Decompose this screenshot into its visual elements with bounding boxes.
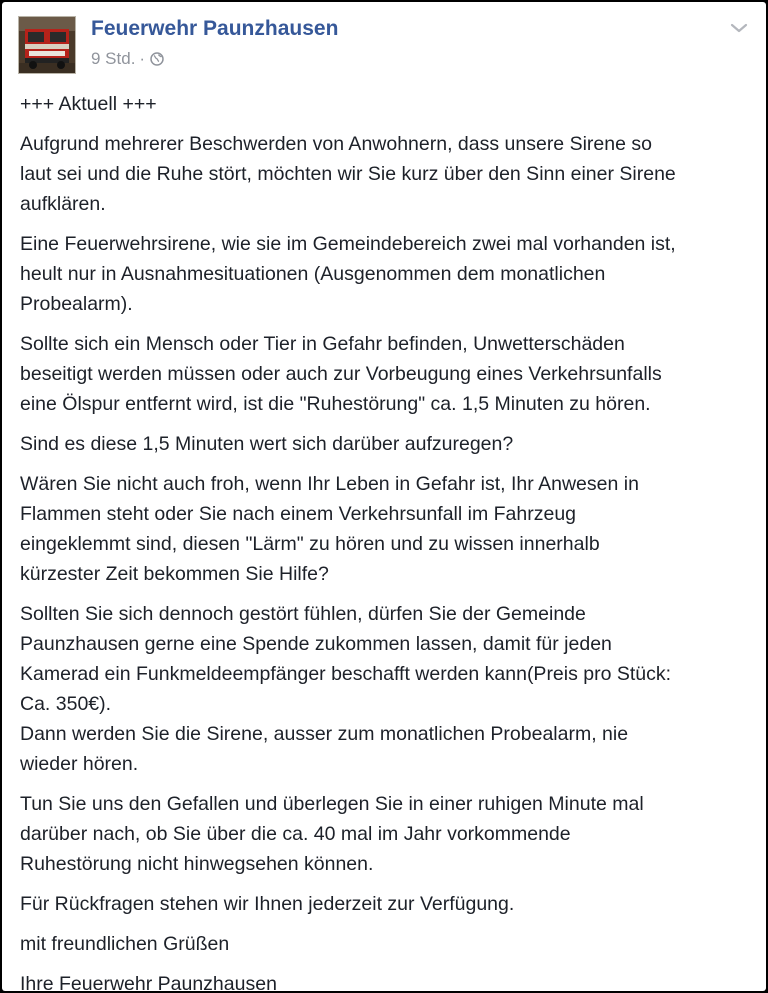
post-paragraph: Aufgrund mehrerer Beschwerden von Anwohnern, dass unsere Sirene so laut sei und die Ruhe stört, möchten wir Sie kurz über den Sinn einer Sirene aufklären.: [20, 133, 676, 215]
facebook-post: [2, 2, 766, 991]
post-body: [20, 89, 760, 991]
post-paragraph: Ihre Feuerwehr Paunzhausen: [20, 973, 277, 991]
post-paragraph: Eine Feuerwehrsirene, wie sie im Gemeindebereich zwei mal vorhanden ist, heult nur in Ausnahmesituationen (Ausgenommen dem monatlichen Probealarm).: [20, 233, 676, 315]
post-paragraph: mit freundlichen Grüßen: [20, 933, 230, 955]
avatar[interactable]: [18, 16, 76, 74]
post-meta: [91, 49, 164, 69]
chevron-down-icon[interactable]: [730, 22, 748, 34]
fire-truck-icon: [19, 17, 75, 73]
post-paragraph: Sind es diese 1,5 Minuten wert sich darüber aufzuregen?: [20, 433, 514, 455]
post-paragraph: Sollten Sie sich dennoch gestört fühlen, dürfen Sie der Gemeinde Paunzhausen gerne eine Spende zukommen lassen, damit für jeden Kamerad ein Funkmeldeempfänger beschafft werden kann(Preis pro Stück: Ca. 350€). Dann werden Sie die Sirene, ausser zum monatlichen Probealarm, nie wieder hören.: [20, 603, 672, 775]
globe-icon[interactable]: [150, 52, 164, 66]
post-paragraph: Wären Sie nicht auch froh, wenn Ihr Leben in Gefahr ist, Ihr Anwesen in Flammen steht oder Sie nach einem Verkehrsunfall im Fahrzeug eingeklemmt sind, diesen "Lärm" zu hören und zu wissen innerhalb kürzester Zeit bekommen Sie Hilfe?: [20, 473, 639, 585]
post-paragraph: Sollte sich ein Mensch oder Tier in Gefahr befinden, Unwetterschäden beseitigt werden müssen oder auch zur Vorbeugung eines Verkehrsunfalls eine Ölspur entfernt wird, ist die "Ruhestörung" ca. 1,5 Minuten zu hören.: [20, 333, 662, 415]
page-name-link[interactable]: Feuerwehr Paunzhausen: [91, 17, 339, 40]
post-header: [18, 16, 752, 76]
meta-separator: ·: [139, 49, 146, 68]
post-paragraph: Für Rückfragen stehen wir Ihnen jederzeit zur Verfügung.: [20, 893, 515, 915]
post-timestamp[interactable]: 9 Std.: [91, 49, 136, 68]
post-paragraph: +++ Aktuell +++: [20, 93, 157, 115]
post-paragraph: Tun Sie uns den Gefallen und überlegen Sie in einer ruhigen Minute mal darüber nach, ob Sie über die ca. 40 mal im Jahr vorkommende Ruhestörung nicht hinwegsehen können.: [20, 793, 644, 875]
